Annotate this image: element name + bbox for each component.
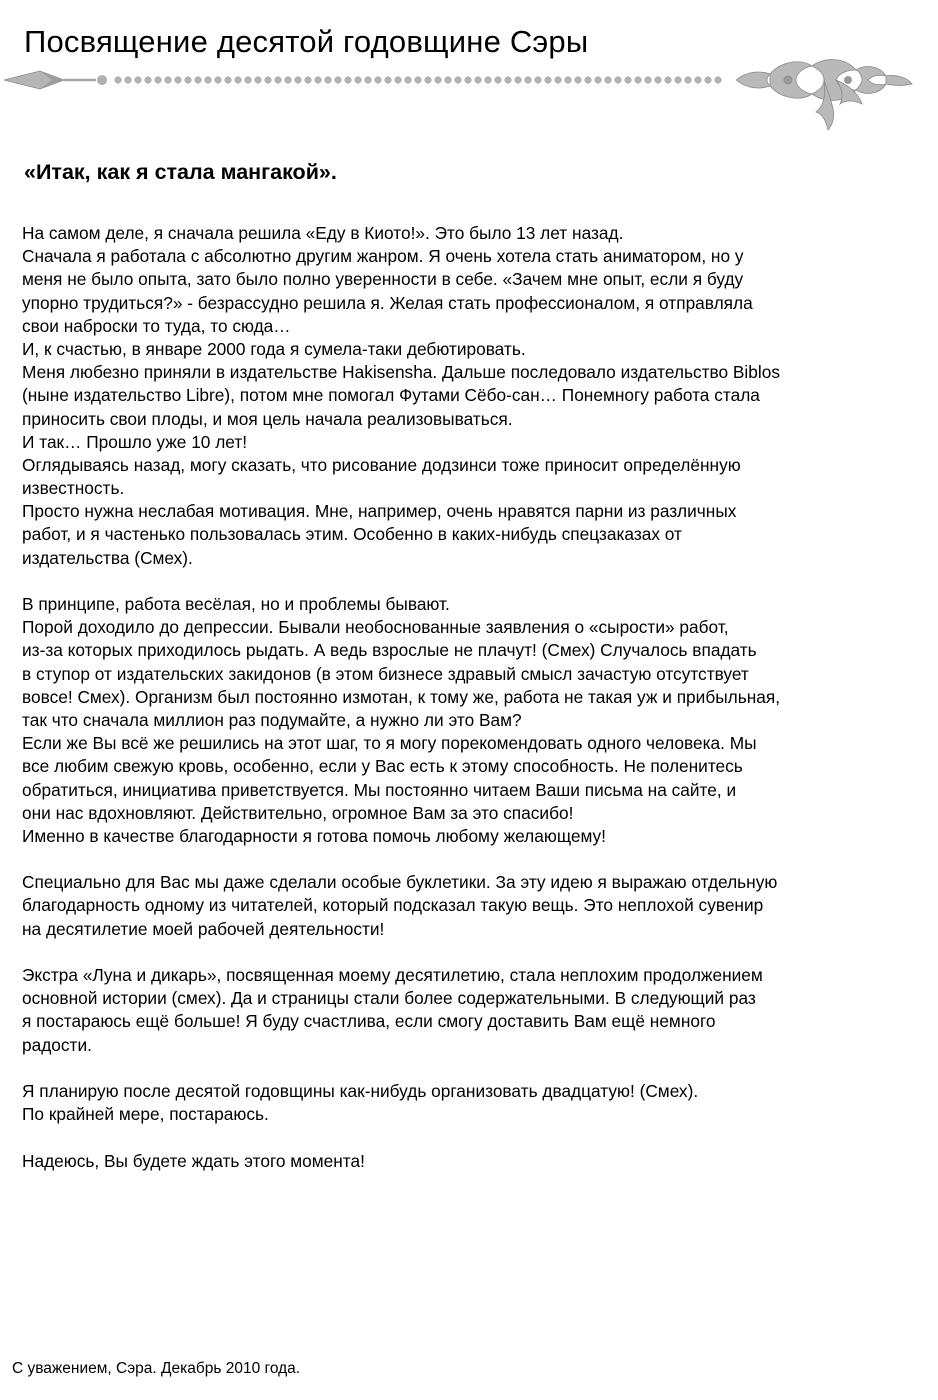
text-line: Сначала я работала с абсолютно другим жанром. Я очень хотела стать аниматором, но у — [22, 246, 744, 267]
text-line: обратиться, инициатива приветствуется. Мы постоянно читаем Ваши письма на сайте, и — [22, 779, 737, 800]
page-title: Посвящение десятой годовщине Сэры — [24, 24, 589, 59]
divider-dot — [455, 77, 461, 83]
text-line: Надеюсь, Вы будете ждать этого момента! — [22, 1150, 365, 1171]
divider-dot — [465, 77, 471, 83]
text-line: В принципе, работа весёлая, но и проблемы бывают. — [22, 594, 450, 614]
paragraph — [22, 1150, 927, 1173]
text-line: Специально для Вас мы даже сделали особые буклетики. За эту идею я выражаю отдельную — [22, 872, 778, 893]
text-line: Экстра «Луна и дикарь», посвященная моему десятилетию, стала неплохим продолжением — [22, 965, 763, 985]
text-line: работ, и я частенько пользовалась этим. Особенно в каких-нибудь спецзаказах от — [22, 524, 682, 545]
text-line: на десятилетие моей рабочей деятельности! — [22, 918, 385, 939]
text-line: На самом деле, я сначала решила «Еду в Киото!». Это было 13 лет назад. — [22, 223, 624, 243]
divider-dot — [365, 77, 371, 83]
letter-body — [22, 222, 927, 1173]
divider-dot — [285, 77, 291, 83]
text-line: они нас вдохновляют. Действительно, огромное Вам за это спасибо! — [22, 802, 574, 823]
divider-dot — [255, 77, 261, 83]
divider-dot — [395, 77, 401, 83]
divider-dot — [205, 77, 211, 83]
divider-dot — [385, 77, 391, 83]
divider-dot — [665, 77, 671, 83]
text-line: (ныне издательство Libre), потом мне помогал Футами Сёбо-сан… Понемногу работа стала — [22, 385, 760, 406]
paragraph-gap — [22, 570, 927, 593]
divider-right-fleur-icon — [736, 60, 912, 130]
divider-dot — [685, 77, 691, 83]
divider-dot — [565, 77, 571, 83]
divider-dot — [675, 77, 681, 83]
paragraph-gap — [22, 1126, 927, 1149]
divider-dot — [585, 77, 591, 83]
paragraph-gap — [22, 1057, 927, 1080]
divider-dot — [625, 77, 631, 83]
divider-dot — [225, 77, 231, 83]
divider-dot — [645, 77, 651, 83]
ornamental-divider — [0, 58, 938, 138]
divider-dot — [595, 77, 601, 83]
divider-dot — [515, 77, 521, 83]
divider-dot — [145, 77, 151, 83]
paragraph — [22, 871, 927, 941]
text-line: вовсе! Смех). Организм был постоянно измотан, к тому же, работа не такая уж и прибыльная, — [22, 686, 781, 707]
text-line: я постараюсь ещё больше! Я буду счастлива, если смогу доставить Вам ещё немного — [22, 1011, 716, 1032]
divider-dot — [305, 77, 311, 83]
text-line: Порой доходило до депрессии. Бывали необоснованные заявления о «сырости» работ, — [22, 617, 729, 638]
text-line: И так… Прошло уже 10 лет! — [22, 431, 248, 452]
text-line: в ступор от издательских закидонов (в этом бизнесе здравый смысл зачастую отсутствует — [22, 663, 749, 684]
divider-dot — [505, 77, 511, 83]
text-line: свои наброски то туда, то сюда… — [22, 315, 291, 336]
text-line: Если же Вы всё же решились на этот шаг, то я могу порекомендовать одного человека. Мы — [22, 733, 757, 754]
divider-dot — [415, 77, 421, 83]
divider-dot — [165, 77, 171, 83]
divider-dot — [355, 77, 361, 83]
divider-dot — [185, 77, 191, 83]
divider-dot — [275, 77, 281, 83]
divider-dot — [125, 77, 131, 83]
paragraph — [22, 222, 927, 570]
paragraph — [22, 593, 927, 848]
divider-dot — [445, 77, 451, 83]
divider-dot — [535, 77, 541, 83]
text-line: Именно в качестве благодарности я готова помочь любому желающему! — [22, 825, 606, 846]
text-line: все любим свежую кровь, особенно, если у Вас есть к этому способность. Не поленитесь — [22, 756, 743, 777]
text-line: приносить свои плоды, и моя цель начала реализовываться. — [22, 408, 513, 429]
text-line: Меня любезно приняли в издательстве Hakisensha. Дальше последовало издательство Biblos — [22, 362, 780, 383]
text-line: По крайней мере, постараюсь. — [22, 1104, 269, 1125]
text-line: так что сначала миллион раз подумайте, а нужно ли это Вам? — [22, 709, 522, 730]
divider-dot — [115, 77, 121, 83]
text-line: меня не было опыта, зато было полно уверенности в себе. «Зачем мне опыт, если я буду — [22, 269, 744, 290]
divider-dot — [635, 77, 641, 83]
paragraph-gap — [22, 848, 927, 871]
divider-dot — [495, 77, 501, 83]
divider-dot — [175, 77, 181, 83]
divider-dot — [235, 77, 241, 83]
text-line: Оглядываясь назад, могу сказать, что рисование додзинси тоже приносит определённую — [22, 454, 741, 475]
divider-dot — [435, 77, 441, 83]
divider-dot — [695, 77, 701, 83]
divider-dot — [425, 77, 431, 83]
divider-dot — [315, 77, 321, 83]
divider-dot — [215, 77, 221, 83]
paragraph — [22, 1080, 927, 1126]
text-line: упорно трудиться?» - безрассудно решила я. Желая стать профессионалом, я отправляла — [22, 292, 753, 313]
divider-dot — [475, 77, 481, 83]
text-line: известность. — [22, 478, 125, 499]
divider-dot — [545, 77, 551, 83]
divider-dot — [615, 77, 621, 83]
divider-dot — [155, 77, 161, 83]
text-line: из-за которых приходилось рыдать. А ведь взрослые не плачут! (Смех) Случалось впадать — [22, 640, 757, 661]
divider-dot — [245, 77, 251, 83]
divider-dot — [655, 77, 661, 83]
text-line: благодарность одному из читателей, который подсказал такую вещь. Это неплохой сувенир — [22, 895, 764, 916]
divider-dot — [295, 77, 301, 83]
divider-dotted-line — [115, 77, 721, 83]
paragraph-gap — [22, 941, 927, 964]
subtitle: «Итак, как я стала мангакой». — [24, 160, 337, 184]
text-line: основной истории (смех). Да и страницы стали более содержательными. В следующий раз — [22, 988, 756, 1009]
divider-dot — [195, 77, 201, 83]
divider-dot — [605, 77, 611, 83]
divider-dot — [555, 77, 561, 83]
divider-dot — [405, 77, 411, 83]
text-line: Просто нужна неслабая мотивация. Мне, например, очень нравятся парни из различных — [22, 501, 737, 522]
divider-left-ornament-icon — [4, 71, 107, 89]
divider-dot — [135, 77, 141, 83]
paragraph — [22, 964, 927, 1057]
text-line: радости. — [22, 1034, 92, 1055]
signature: С уважением, Сэра. Декабрь 2010 года. — [12, 1360, 301, 1377]
divider-dot — [265, 77, 271, 83]
divider-dot — [525, 77, 531, 83]
divider-dot — [485, 77, 491, 83]
divider-dot — [715, 77, 721, 83]
text-line: Я планирую после десятой годовщины как-нибудь организовать двадцатую! (Смех). — [22, 1080, 699, 1101]
divider-dot — [325, 77, 331, 83]
divider-dot — [375, 77, 381, 83]
divider-dot — [345, 77, 351, 83]
text-line: издательства (Смех). — [22, 547, 193, 568]
text-line: И, к счастью, в январе 2000 года я сумела-таки дебютировать. — [22, 338, 526, 359]
divider-dot — [575, 77, 581, 83]
divider-dot — [335, 77, 341, 83]
divider-dot — [705, 77, 711, 83]
